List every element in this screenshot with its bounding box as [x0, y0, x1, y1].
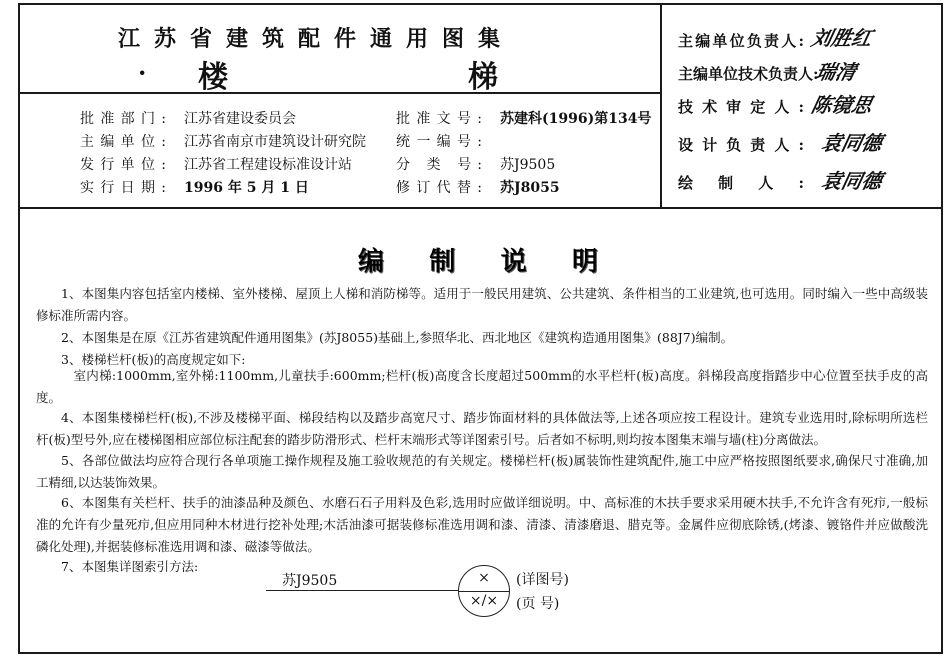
- notes-title-char: 制: [429, 247, 456, 277]
- resp-label: 技术审定人:: [678, 98, 804, 116]
- note-paragraph-5: 5、各部位做法均应符合现行各单项施工操作规程及施工验收规范的有关规定。楼梯栏杆(板)属装饰性建筑配件,施工中应严格按照图纸要求,确保尺寸准确,加工精细,以达装饰效果。: [36, 453, 928, 490]
- meta-value: 1996 年 5 月 1 日: [184, 180, 309, 196]
- meta-label: 批准文号:: [396, 111, 482, 127]
- notes-title-char: 编: [358, 247, 385, 277]
- resp-label: 绘制人:: [678, 174, 804, 192]
- revision-replaces: [396, 177, 560, 197]
- unified-number: [396, 131, 500, 151]
- signature: 袁同德: [819, 169, 885, 193]
- header-vertical-divider: [660, 3, 662, 208]
- chief-editor-unit: [80, 131, 366, 151]
- meta-value: 苏J9505: [500, 157, 556, 173]
- meta-value: 江苏省南京市建筑设计研究院: [184, 134, 366, 150]
- approval-number: [396, 108, 651, 128]
- responsible-technical-head: [678, 63, 819, 84]
- circle-divider: [459, 591, 509, 592]
- note-paragraph-3: 3、楼梯栏杆(板)的高度规定如下:: [61, 352, 246, 367]
- note-paragraph-4: 4、本图集楼梯栏杆(板),不涉及楼梯平面、梯段结构以及踏步高宽尺寸、踏步饰面材料的具体做法等,上述各项应按工程设计。建筑专业选用时,除标明所选栏杆(板)型号外,应在楼梯图相应部位标注配套的踏步防滑形式、栏杆末端形式等详图索引号。后者如不标明,则均按本图集末端与墙(柱)分离做法。: [36, 410, 928, 447]
- responsible-technical-reviewer: [678, 96, 804, 117]
- meta-label: 发行单位:: [80, 157, 166, 173]
- index-circle-symbol: [458, 565, 510, 617]
- volume-title: [198, 52, 498, 96]
- header-divider: [18, 207, 943, 209]
- note-paragraph-2: 2、本图集是在原《江苏省建筑配件通用图集》(苏J8055)基础上,参照华北、西北地区《建筑构造通用图集》(88J7)编制。: [61, 330, 734, 345]
- resp-label: 主编单位负责人:: [678, 32, 804, 50]
- meta-value: 苏建科(1996)第134号: [500, 111, 652, 127]
- note-paragraph-7: 7、本图集详图索引方法:: [61, 559, 199, 574]
- volume-title-char-2: 梯: [468, 60, 498, 95]
- index-detail-label: (详图号): [516, 572, 569, 588]
- classification-number: [396, 154, 555, 174]
- resp-label: 主编单位技术负责人:: [678, 65, 819, 83]
- atlas-title: 江苏省建筑配件通用图集: [118, 26, 515, 52]
- note-paragraph-1: 1、本图集内容包括室内楼梯、室外楼梯、屋顶上人梯和消防梯等。适用于一般民用建筑、公共建筑、条件相当的工业建筑,也可选用。同时编入一些中高级装修标准所需内容。: [36, 286, 928, 323]
- meta-value: 江苏省建设委员会: [184, 111, 296, 127]
- note-paragraph-6: 6、本图集有关栏杆、扶手的油漆品种及颜色、水磨石石子用料及色彩,选用时应做详细说明。中、高标准的木扶手要求采用硬木扶手,不允许含有死疖,一般标准的允许有少量死疖,但应用同种木材进行挖补处理;木活油漆可据装修标准选用调和漆、清漆、清漆磨退、腊克等。金属件应彻底除锈,(烤漆、镀铬件并应做酸洗磷化处理),并据装修标准选用调和漆、磁漆等做法。: [36, 495, 928, 554]
- note-paragraph-3-detail: 室内梯:1000mm,室外梯:1100mm,儿童扶手:600mm;栏杆(板)高度含长度超过500mm的水平栏杆(板)高度。斜梯段高度指踏步中心位置至扶手皮的高度。: [36, 368, 928, 405]
- circle-page-number: ×/×: [469, 593, 499, 609]
- meta-label: 统一编号:: [396, 134, 482, 150]
- signature: 陈镜思: [809, 93, 875, 117]
- responsible-design-lead: [678, 134, 804, 155]
- title-bullet: ·: [138, 58, 147, 87]
- meta-value: 苏J8055: [500, 180, 560, 196]
- volume-title-char-1: 楼: [198, 60, 228, 95]
- circle-detail-number: ×: [478, 570, 490, 586]
- resp-label: 设计负责人:: [678, 136, 804, 154]
- meta-label: 主编单位:: [80, 134, 166, 150]
- index-page-label: (页 号): [516, 596, 560, 612]
- approval-department: [80, 108, 296, 128]
- index-leader-line: [266, 590, 458, 591]
- meta-label: 分 类 号:: [396, 157, 482, 173]
- meta-label: 批准部门:: [80, 111, 166, 127]
- signature: 袁同德: [819, 131, 885, 155]
- signature: 瑞清: [813, 60, 859, 84]
- meta-value: 江苏省工程建设标准设计站: [184, 157, 352, 173]
- notes-title-char: 明: [571, 247, 598, 277]
- responsible-drafter: [678, 172, 804, 193]
- meta-label: 实行日期:: [80, 180, 166, 196]
- index-atlas-code: 苏J9505: [282, 573, 338, 589]
- notes-title: [358, 241, 598, 278]
- notes-title-char: 说: [500, 247, 527, 277]
- effective-date: [80, 177, 309, 197]
- responsible-chief-unit-head: [678, 30, 804, 51]
- publisher-unit: [80, 154, 352, 174]
- signature: 刘胜红: [809, 26, 875, 50]
- meta-label: 修订代替:: [396, 180, 482, 196]
